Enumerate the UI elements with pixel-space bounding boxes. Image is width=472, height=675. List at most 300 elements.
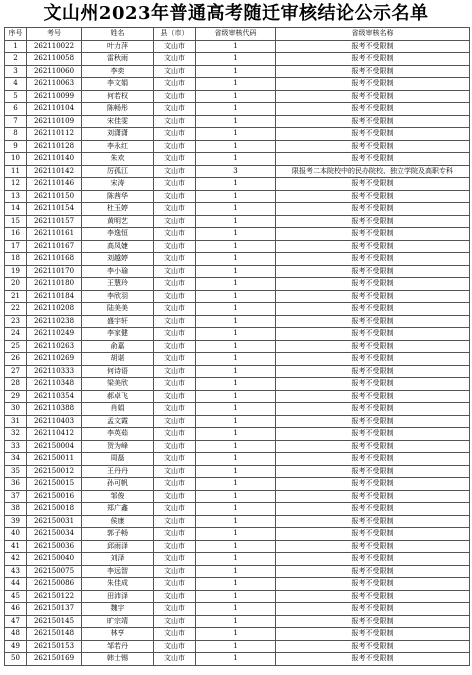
cell-county: 文山市 — [154, 540, 196, 553]
table-row — [5, 515, 470, 528]
cell-index: 41 — [5, 540, 27, 553]
cell-review-name: 报考不受限制 — [276, 540, 470, 553]
cell-index: 34 — [5, 453, 27, 466]
cell-index: 8 — [5, 128, 27, 141]
cell-review-code: 1 — [196, 153, 276, 166]
cell-county: 文山市 — [154, 503, 196, 516]
cell-index: 28 — [5, 378, 27, 391]
table-row — [5, 615, 470, 628]
cell-review-code: 1 — [196, 303, 276, 316]
table-row — [5, 378, 470, 391]
cell-review-code: 1 — [196, 515, 276, 528]
table-row — [5, 340, 470, 353]
cell-name: 李英茹 — [82, 428, 154, 441]
cell-review-name: 报考不受限制 — [276, 515, 470, 528]
cell-county: 文山市 — [154, 403, 196, 416]
cell-index: 50 — [5, 653, 27, 666]
cell-index: 10 — [5, 153, 27, 166]
cell-index: 42 — [5, 553, 27, 566]
header-name: 姓名 — [82, 28, 154, 41]
cell-name: 宋佳雯 — [82, 115, 154, 128]
cell-name: 贺为峰 — [82, 440, 154, 453]
cell-review-name: 报考不受限制 — [276, 278, 470, 291]
cell-exam-number: 262110109 — [27, 115, 82, 128]
table-row — [5, 528, 470, 541]
cell-review-code: 1 — [196, 640, 276, 653]
cell-county: 文山市 — [154, 40, 196, 53]
cell-index: 3 — [5, 65, 27, 78]
cell-name: 邹俊 — [82, 490, 154, 503]
cell-review-code: 1 — [196, 603, 276, 616]
cell-review-name: 报考不受限制 — [276, 153, 470, 166]
cell-county: 文山市 — [154, 90, 196, 103]
cell-name: 朱欢 — [82, 153, 154, 166]
cell-review-code: 1 — [196, 65, 276, 78]
cell-exam-number: 262110388 — [27, 403, 82, 416]
cell-index: 21 — [5, 290, 27, 303]
cell-exam-number: 262110150 — [27, 190, 82, 203]
cell-exam-number: 262150004 — [27, 440, 82, 453]
cell-review-name: 报考不受限制 — [276, 528, 470, 541]
table-row — [5, 215, 470, 228]
cell-county: 文山市 — [154, 253, 196, 266]
cell-review-name: 报考不受限制 — [276, 628, 470, 641]
cell-index: 14 — [5, 203, 27, 216]
cell-index: 48 — [5, 628, 27, 641]
cell-review-name: 报考不受限制 — [276, 115, 470, 128]
cell-name: 郑广鑫 — [82, 503, 154, 516]
cell-review-code: 1 — [196, 378, 276, 391]
cell-exam-number: 262110208 — [27, 303, 82, 316]
cell-review-name: 报考不受限制 — [276, 203, 470, 216]
cell-index: 5 — [5, 90, 27, 103]
cell-exam-number: 262150075 — [27, 565, 82, 578]
cell-county: 文山市 — [154, 653, 196, 666]
table-row — [5, 253, 470, 266]
cell-exam-number: 262110063 — [27, 78, 82, 91]
header-review-name: 省级审核名称 — [276, 28, 470, 41]
table-row — [5, 328, 470, 341]
cell-exam-number: 262110167 — [27, 240, 82, 253]
cell-index: 29 — [5, 390, 27, 403]
cell-review-code: 1 — [196, 40, 276, 53]
table-row — [5, 103, 470, 116]
cell-index: 19 — [5, 265, 27, 278]
cell-name: 林亨 — [82, 628, 154, 641]
cell-review-code: 1 — [196, 328, 276, 341]
table-row — [5, 40, 470, 53]
results-table — [4, 27, 470, 666]
cell-review-code: 1 — [196, 103, 276, 116]
cell-county: 文山市 — [154, 440, 196, 453]
cell-exam-number: 262150018 — [27, 503, 82, 516]
cell-county: 文山市 — [154, 353, 196, 366]
cell-name: 侯康 — [82, 515, 154, 528]
cell-exam-number: 262150015 — [27, 478, 82, 491]
cell-name: 周磊 — [82, 453, 154, 466]
cell-exam-number: 262110112 — [27, 128, 82, 141]
table-row — [5, 278, 470, 291]
cell-name: 王慧玲 — [82, 278, 154, 291]
cell-name: 王丹丹 — [82, 465, 154, 478]
cell-index: 24 — [5, 328, 27, 341]
cell-review-name: 报考不受限制 — [276, 328, 470, 341]
cell-review-name: 报考不受限制 — [276, 378, 470, 391]
cell-county: 文山市 — [154, 178, 196, 191]
cell-review-name: 报考不受限制 — [276, 428, 470, 441]
cell-index: 20 — [5, 278, 27, 291]
table-row — [5, 353, 470, 366]
cell-index: 18 — [5, 253, 27, 266]
cell-county: 文山市 — [154, 103, 196, 116]
cell-review-name: 报考不受限制 — [276, 253, 470, 266]
cell-name: 雷秋雨 — [82, 53, 154, 66]
cell-review-name: 报考不受限制 — [276, 415, 470, 428]
cell-review-code: 1 — [196, 128, 276, 141]
cell-review-code: 1 — [196, 78, 276, 91]
cell-index: 9 — [5, 140, 27, 153]
cell-review-name: 报考不受限制 — [276, 653, 470, 666]
cell-index: 26 — [5, 353, 27, 366]
cell-index: 17 — [5, 240, 27, 253]
cell-county: 文山市 — [154, 603, 196, 616]
cell-review-name: 报考不受限制 — [276, 190, 470, 203]
cell-review-code: 1 — [196, 553, 276, 566]
cell-index: 47 — [5, 615, 27, 628]
cell-review-name: 报考不受限制 — [276, 440, 470, 453]
cell-county: 文山市 — [154, 78, 196, 91]
cell-review-name: 报考不受限制 — [276, 65, 470, 78]
table-row — [5, 590, 470, 603]
cell-review-name: 报考不受限制 — [276, 140, 470, 153]
cell-review-code: 1 — [196, 115, 276, 128]
cell-exam-number: 262150012 — [27, 465, 82, 478]
cell-county: 文山市 — [154, 515, 196, 528]
cell-county: 文山市 — [154, 615, 196, 628]
cell-review-code: 1 — [196, 265, 276, 278]
cell-exam-number: 262110269 — [27, 353, 82, 366]
cell-review-name: 报考不受限制 — [276, 603, 470, 616]
cell-review-code: 1 — [196, 490, 276, 503]
cell-index: 32 — [5, 428, 27, 441]
cell-review-name: 报考不受限制 — [276, 240, 470, 253]
cell-exam-number: 262110154 — [27, 203, 82, 216]
cell-index: 27 — [5, 365, 27, 378]
cell-review-name: 报考不受限制 — [276, 453, 470, 466]
cell-county: 文山市 — [154, 315, 196, 328]
cell-review-code: 1 — [196, 615, 276, 628]
cell-index: 15 — [5, 215, 27, 228]
cell-name: 梁美欣 — [82, 378, 154, 391]
cell-review-name: 报考不受限制 — [276, 565, 470, 578]
cell-exam-number: 262110403 — [27, 415, 82, 428]
cell-name: 宋涛 — [82, 178, 154, 191]
cell-county: 文山市 — [154, 303, 196, 316]
table-row — [5, 565, 470, 578]
cell-review-name: 报考不受限制 — [276, 303, 470, 316]
cell-review-name: 报考不受限制 — [276, 40, 470, 53]
cell-review-name: 报考不受限制 — [276, 403, 470, 416]
cell-review-code: 1 — [196, 565, 276, 578]
cell-name: 俞嘉 — [82, 340, 154, 353]
cell-index: 37 — [5, 490, 27, 503]
cell-name: 陈畅彤 — [82, 103, 154, 116]
cell-exam-number: 262150036 — [27, 540, 82, 553]
cell-name: 邹若丹 — [82, 640, 154, 653]
cell-exam-number: 262150169 — [27, 653, 82, 666]
table-row — [5, 365, 470, 378]
cell-index: 40 — [5, 528, 27, 541]
cell-exam-number: 262110157 — [27, 215, 82, 228]
cell-exam-number: 262110104 — [27, 103, 82, 116]
cell-county: 文山市 — [154, 278, 196, 291]
table-row — [5, 65, 470, 78]
cell-county: 文山市 — [154, 640, 196, 653]
cell-county: 文山市 — [154, 628, 196, 641]
cell-exam-number: 262110128 — [27, 140, 82, 153]
cell-exam-number: 262110333 — [27, 365, 82, 378]
cell-review-name: 报考不受限制 — [276, 553, 470, 566]
cell-exam-number: 262110249 — [27, 328, 82, 341]
table-row — [5, 290, 470, 303]
table-row — [5, 115, 470, 128]
cell-index: 39 — [5, 515, 27, 528]
cell-review-code: 1 — [196, 228, 276, 241]
table-row — [5, 578, 470, 591]
cell-county: 文山市 — [154, 53, 196, 66]
cell-exam-number: 262110170 — [27, 265, 82, 278]
cell-exam-number: 262110184 — [27, 290, 82, 303]
cell-name: 何诗语 — [82, 365, 154, 378]
table-row — [5, 178, 470, 191]
table-row — [5, 90, 470, 103]
cell-exam-number: 262110161 — [27, 228, 82, 241]
table-row — [5, 428, 470, 441]
cell-county: 文山市 — [154, 240, 196, 253]
cell-review-code: 1 — [196, 540, 276, 553]
cell-county: 文山市 — [154, 453, 196, 466]
table-row — [5, 653, 470, 666]
cell-county: 文山市 — [154, 65, 196, 78]
cell-review-code: 1 — [196, 415, 276, 428]
cell-review-code: 1 — [196, 453, 276, 466]
cell-review-name: 报考不受限制 — [276, 53, 470, 66]
table-body — [5, 40, 470, 665]
cell-name: 魏宇 — [82, 603, 154, 616]
cell-review-name: 报考不受限制 — [276, 228, 470, 241]
cell-county: 文山市 — [154, 478, 196, 491]
table-row — [5, 478, 470, 491]
cell-name: 旷宗靖 — [82, 615, 154, 628]
cell-county: 文山市 — [154, 328, 196, 341]
cell-name: 陆美美 — [82, 303, 154, 316]
cell-name: 田沛泽 — [82, 590, 154, 603]
cell-name: 李欣羽 — [82, 290, 154, 303]
cell-name: 李逸恒 — [82, 228, 154, 241]
header-index: 序号 — [5, 28, 27, 41]
cell-index: 16 — [5, 228, 27, 241]
cell-county: 文山市 — [154, 590, 196, 603]
cell-review-code: 1 — [196, 503, 276, 516]
cell-name: 邱雨泽 — [82, 540, 154, 553]
cell-county: 文山市 — [154, 165, 196, 178]
cell-index: 12 — [5, 178, 27, 191]
cell-name: 孙可帆 — [82, 478, 154, 491]
cell-review-code: 1 — [196, 403, 276, 416]
table-row — [5, 303, 470, 316]
table-row — [5, 53, 470, 66]
cell-county: 文山市 — [154, 190, 196, 203]
cell-name: 盛宇轩 — [82, 315, 154, 328]
cell-exam-number: 262110354 — [27, 390, 82, 403]
cell-review-code: 1 — [196, 578, 276, 591]
cell-exam-number: 262150034 — [27, 528, 82, 541]
cell-review-code: 1 — [196, 653, 276, 666]
table-row — [5, 190, 470, 203]
cell-county: 文山市 — [154, 203, 196, 216]
table-row — [5, 453, 470, 466]
cell-review-code: 1 — [196, 353, 276, 366]
header-county: 县（市） — [154, 28, 196, 41]
cell-exam-number: 262110412 — [27, 428, 82, 441]
cell-review-code: 1 — [196, 590, 276, 603]
cell-name: 刘越婷 — [82, 253, 154, 266]
cell-name: 何若权 — [82, 90, 154, 103]
cell-name: 李家健 — [82, 328, 154, 341]
cell-review-name: 报考不受限制 — [276, 340, 470, 353]
table-row — [5, 228, 470, 241]
cell-review-name: 报考不受限制 — [276, 490, 470, 503]
cell-review-name: 报考不受限制 — [276, 478, 470, 491]
cell-county: 文山市 — [154, 228, 196, 241]
cell-index: 46 — [5, 603, 27, 616]
cell-index: 13 — [5, 190, 27, 203]
cell-review-code: 1 — [196, 278, 276, 291]
cell-review-code: 1 — [196, 215, 276, 228]
cell-review-name: 报考不受限制 — [276, 265, 470, 278]
cell-index: 31 — [5, 415, 27, 428]
cell-county: 文山市 — [154, 265, 196, 278]
cell-index: 6 — [5, 103, 27, 116]
table-row — [5, 203, 470, 216]
cell-name: 朱佳成 — [82, 578, 154, 591]
cell-review-name: 报考不受限制 — [276, 215, 470, 228]
header-review-code: 省级审核代码 — [196, 28, 276, 41]
cell-index: 2 — [5, 53, 27, 66]
cell-review-code: 1 — [196, 53, 276, 66]
cell-name: 黄明艺 — [82, 215, 154, 228]
cell-name: 郭子畅 — [82, 528, 154, 541]
header-exam-number: 考号 — [27, 28, 82, 41]
cell-index: 36 — [5, 478, 27, 491]
cell-exam-number: 262150122 — [27, 590, 82, 603]
cell-review-name: 报考不受限制 — [276, 353, 470, 366]
cell-name: 李文娟 — [82, 78, 154, 91]
cell-exam-number: 262150086 — [27, 578, 82, 591]
cell-review-code: 1 — [196, 315, 276, 328]
cell-name: 陈茜华 — [82, 190, 154, 203]
cell-review-code: 1 — [196, 428, 276, 441]
cell-index: 35 — [5, 465, 27, 478]
cell-county: 文山市 — [154, 378, 196, 391]
cell-index: 30 — [5, 403, 27, 416]
table-row — [5, 440, 470, 453]
table-row — [5, 315, 470, 328]
cell-review-name: 报考不受限制 — [276, 90, 470, 103]
cell-exam-number: 262110060 — [27, 65, 82, 78]
cell-review-code: 1 — [196, 140, 276, 153]
cell-exam-number: 262110140 — [27, 153, 82, 166]
cell-review-name: 报考不受限制 — [276, 615, 470, 628]
cell-review-name: 报考不受限制 — [276, 465, 470, 478]
cell-review-name: 报考不受限制 — [276, 590, 470, 603]
table-row — [5, 490, 470, 503]
cell-name: 李小瑜 — [82, 265, 154, 278]
cell-county: 文山市 — [154, 415, 196, 428]
cell-name: 刘潇潇 — [82, 128, 154, 141]
cell-review-code: 1 — [196, 203, 276, 216]
cell-exam-number: 262110146 — [27, 178, 82, 191]
table-row — [5, 165, 470, 178]
cell-index: 43 — [5, 565, 27, 578]
table-row — [5, 265, 470, 278]
cell-county: 文山市 — [154, 565, 196, 578]
cell-index: 11 — [5, 165, 27, 178]
table-row — [5, 140, 470, 153]
cell-review-name: 报考不受限制 — [276, 128, 470, 141]
cell-review-name: 报考不受限制 — [276, 640, 470, 653]
cell-name: 刘泽 — [82, 553, 154, 566]
cell-exam-number: 262150145 — [27, 615, 82, 628]
table-row — [5, 240, 470, 253]
table-row — [5, 415, 470, 428]
cell-exam-number: 262110058 — [27, 53, 82, 66]
cell-review-name: 限报考二本院校中的民办院校、独立学院及高职专科 — [276, 165, 470, 178]
cell-exam-number: 262110263 — [27, 340, 82, 353]
cell-review-code: 3 — [196, 165, 276, 178]
cell-review-code: 1 — [196, 190, 276, 203]
cell-county: 文山市 — [154, 428, 196, 441]
cell-exam-number: 262110180 — [27, 278, 82, 291]
cell-exam-number: 262110238 — [27, 315, 82, 328]
table-row — [5, 403, 470, 416]
table-row — [5, 153, 470, 166]
cell-exam-number: 262150137 — [27, 603, 82, 616]
cell-review-code: 1 — [196, 440, 276, 453]
cell-index: 22 — [5, 303, 27, 316]
cell-review-name: 报考不受限制 — [276, 390, 470, 403]
cell-name: 肖娟 — [82, 403, 154, 416]
cell-index: 7 — [5, 115, 27, 128]
cell-name: 郝卓飞 — [82, 390, 154, 403]
cell-index: 23 — [5, 315, 27, 328]
table-header-row — [5, 28, 470, 41]
cell-county: 文山市 — [154, 140, 196, 153]
cell-county: 文山市 — [154, 215, 196, 228]
cell-county: 文山市 — [154, 390, 196, 403]
cell-name: 孟文霞 — [82, 415, 154, 428]
table-row — [5, 390, 470, 403]
cell-county: 文山市 — [154, 128, 196, 141]
cell-county: 文山市 — [154, 490, 196, 503]
cell-county: 文山市 — [154, 153, 196, 166]
cell-exam-number: 262110099 — [27, 90, 82, 103]
cell-review-name: 报考不受限制 — [276, 178, 470, 191]
cell-review-code: 1 — [196, 253, 276, 266]
cell-review-name: 报考不受限制 — [276, 365, 470, 378]
cell-county: 文山市 — [154, 340, 196, 353]
cell-exam-number: 262150011 — [27, 453, 82, 466]
